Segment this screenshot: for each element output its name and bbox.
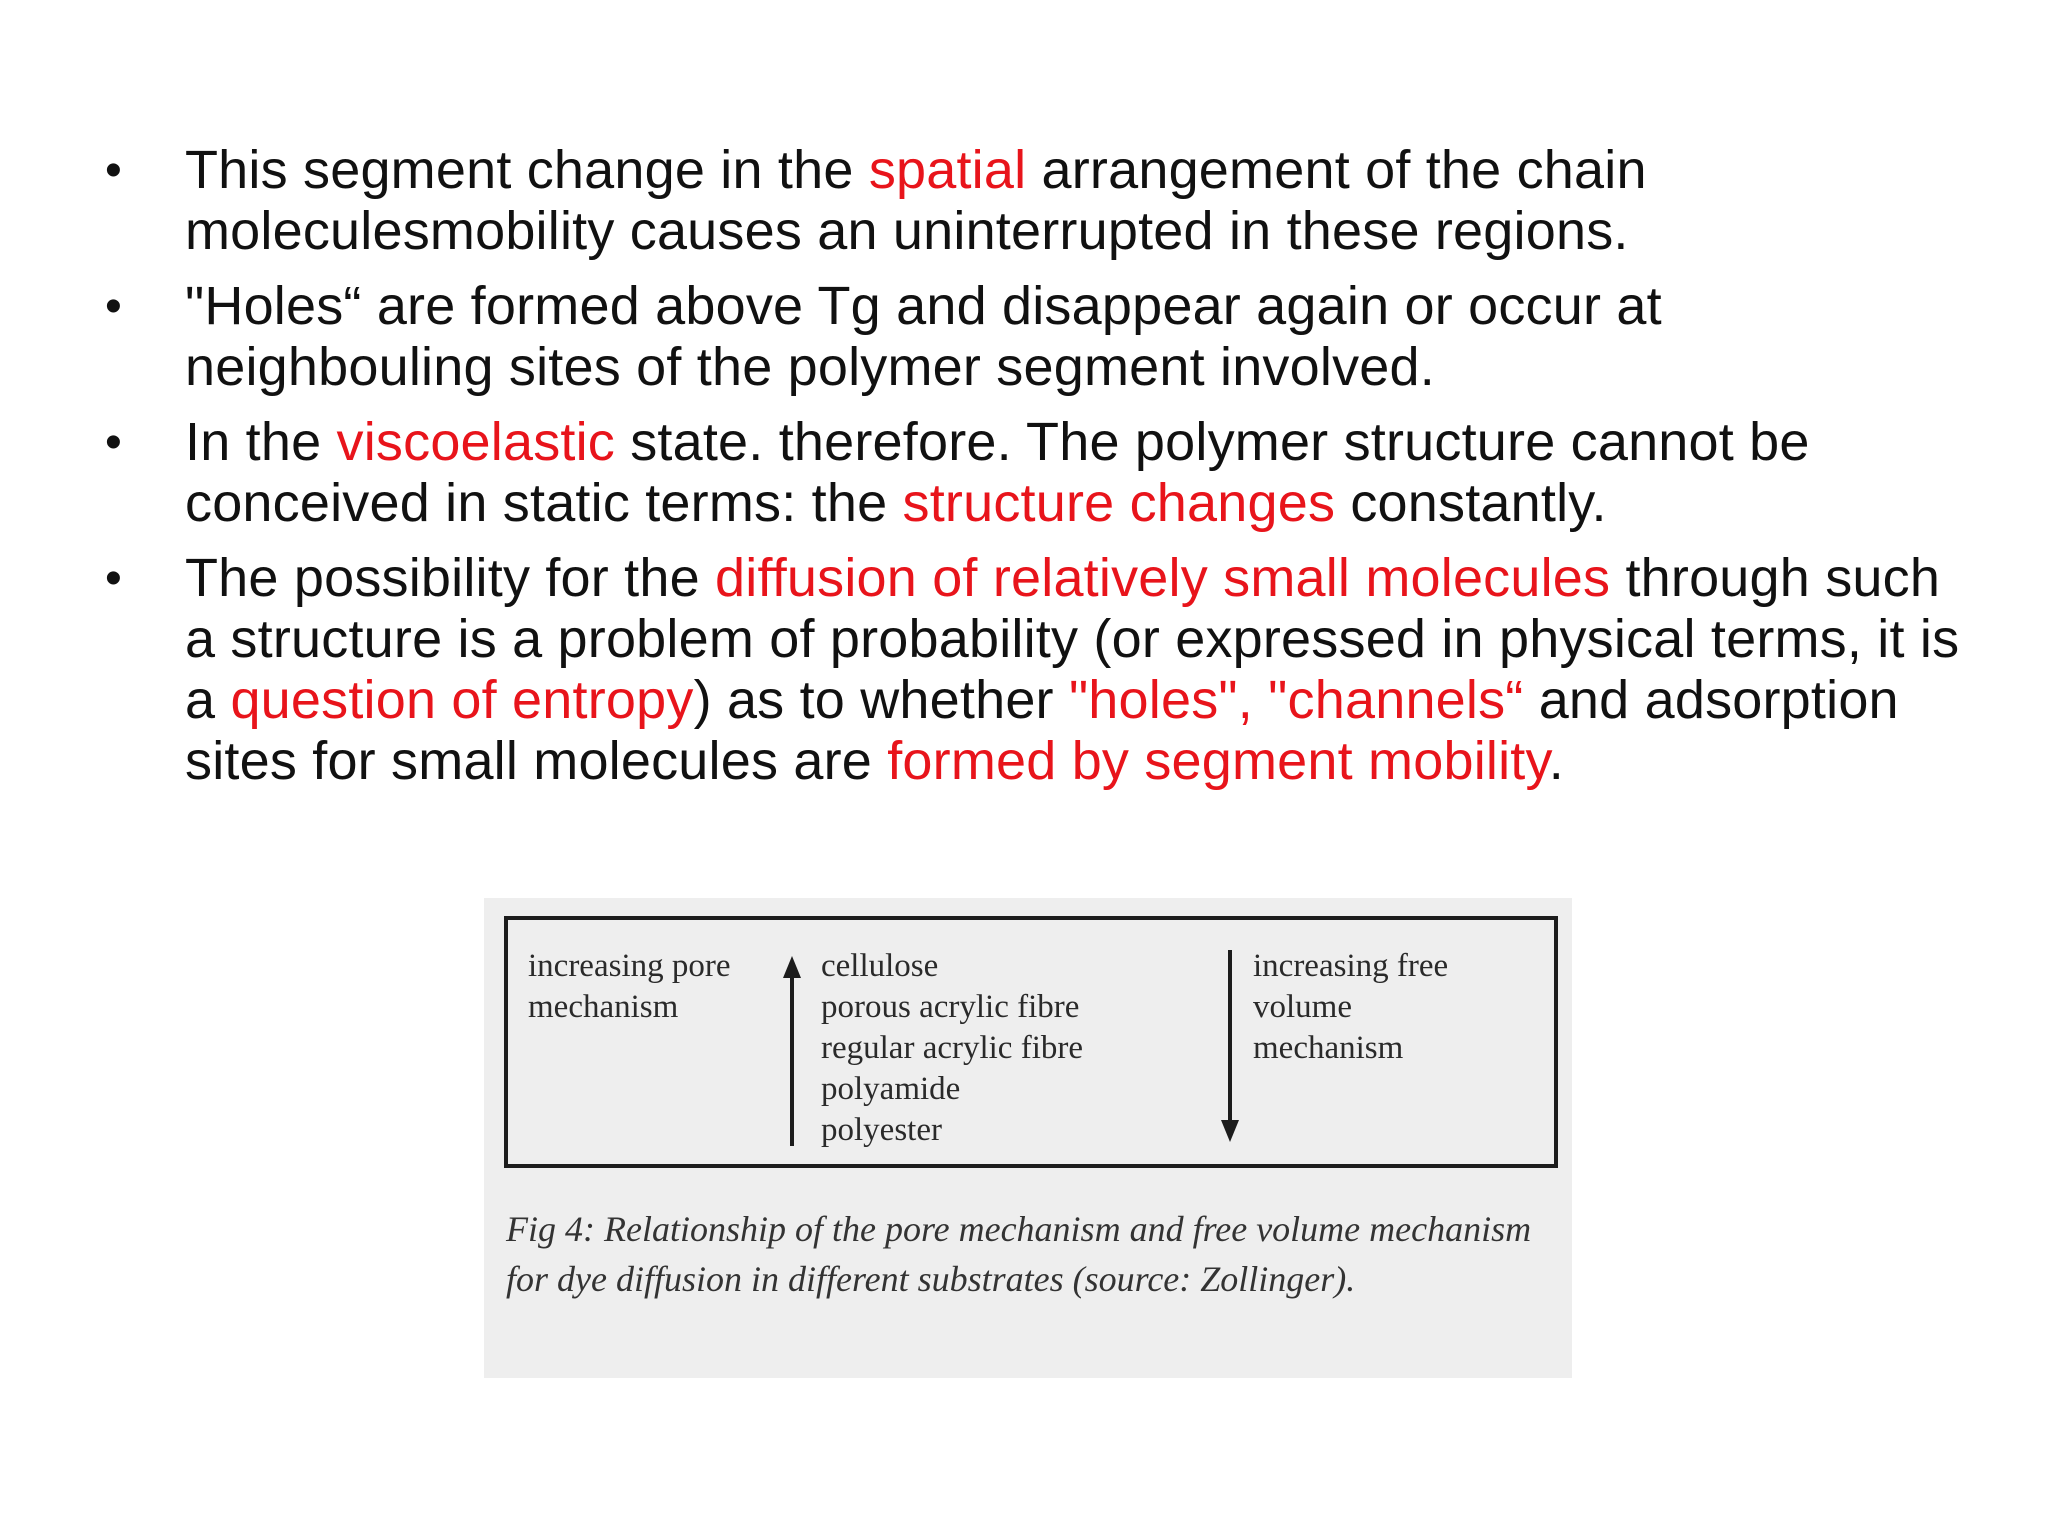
highlighted-text: diffusion of relatively small molecules xyxy=(715,548,1611,608)
bullet-text xyxy=(185,276,1662,397)
substrate-item: polyamide xyxy=(821,1071,961,1107)
substrate-item: polyester xyxy=(821,1112,942,1148)
bullet-item xyxy=(105,140,1985,262)
substrate-item: porous acrylic fibre xyxy=(821,989,1080,1025)
bullet-list xyxy=(105,140,1985,806)
highlighted-text: viscoelastic xyxy=(336,412,616,472)
up-arrow-icon xyxy=(783,956,801,1146)
down-arrow-icon xyxy=(1221,950,1239,1142)
highlighted-text: formed by segment mobility xyxy=(887,731,1549,791)
bullet-dot-icon: • xyxy=(105,280,123,333)
bullet-dot-icon: • xyxy=(105,416,123,469)
free-volume-line: mechanism xyxy=(1253,1030,1404,1066)
highlighted-text: spatial xyxy=(868,140,1027,200)
bullet-dot-icon: • xyxy=(105,552,123,605)
text-run: The possibility for the xyxy=(185,548,716,608)
substrate-list xyxy=(821,946,1083,1151)
text-run: state. therefore. The polymer structure cannot be conceived in static terms: the xyxy=(185,412,1810,533)
text-run: "Holes“ are formed above Tg and disappear again or occur at neighbouling sites of the polymer segment involved. xyxy=(185,276,1662,397)
bullet-text xyxy=(185,412,1810,533)
text-run: constantly. xyxy=(1335,473,1607,533)
highlighted-text: structure changes xyxy=(902,473,1336,533)
free-volume-line: increasing free xyxy=(1253,948,1449,984)
bullet-text xyxy=(185,548,1959,791)
text-run: In the xyxy=(185,412,337,472)
text-run: ) as to whether xyxy=(693,670,1069,730)
bullet-item xyxy=(105,276,1985,398)
free-volume-line: volume xyxy=(1253,989,1352,1025)
pore-mechanism-line: increasing pore xyxy=(528,948,731,984)
substrate-item: regular acrylic fibre xyxy=(821,1030,1084,1066)
bullet-text xyxy=(185,140,1647,261)
substrate-item: cellulose xyxy=(821,948,939,984)
bullet-item xyxy=(105,412,1985,534)
highlighted-text: "holes", "channels“ xyxy=(1068,670,1524,730)
highlighted-text: question of entropy xyxy=(230,670,694,730)
text-run: . xyxy=(1548,731,1564,791)
figure-box xyxy=(504,916,1558,1168)
text-run: and adsorption sites for small molecules are xyxy=(185,670,1899,791)
bullet-dot-icon: • xyxy=(105,144,123,197)
pore-mechanism-line: mechanism xyxy=(528,989,679,1025)
text-run: This segment change in the xyxy=(185,140,869,200)
text-run: through such a structure is a problem of probability (or expressed in physical terms, it is a xyxy=(185,548,1960,730)
bullet-item xyxy=(105,548,1985,792)
free-volume-mechanism-label xyxy=(1253,946,1448,1069)
figure-image xyxy=(484,898,1572,1378)
figure-caption: Fig 4: Relationship of the pore mechanism and free volume mechanism for dye diffusion in different substrates (source: Zollinger). xyxy=(506,1209,1532,1299)
text-run: arrangement of the chain moleculesmobility causes an uninterrupted in these regions. xyxy=(185,140,1647,261)
